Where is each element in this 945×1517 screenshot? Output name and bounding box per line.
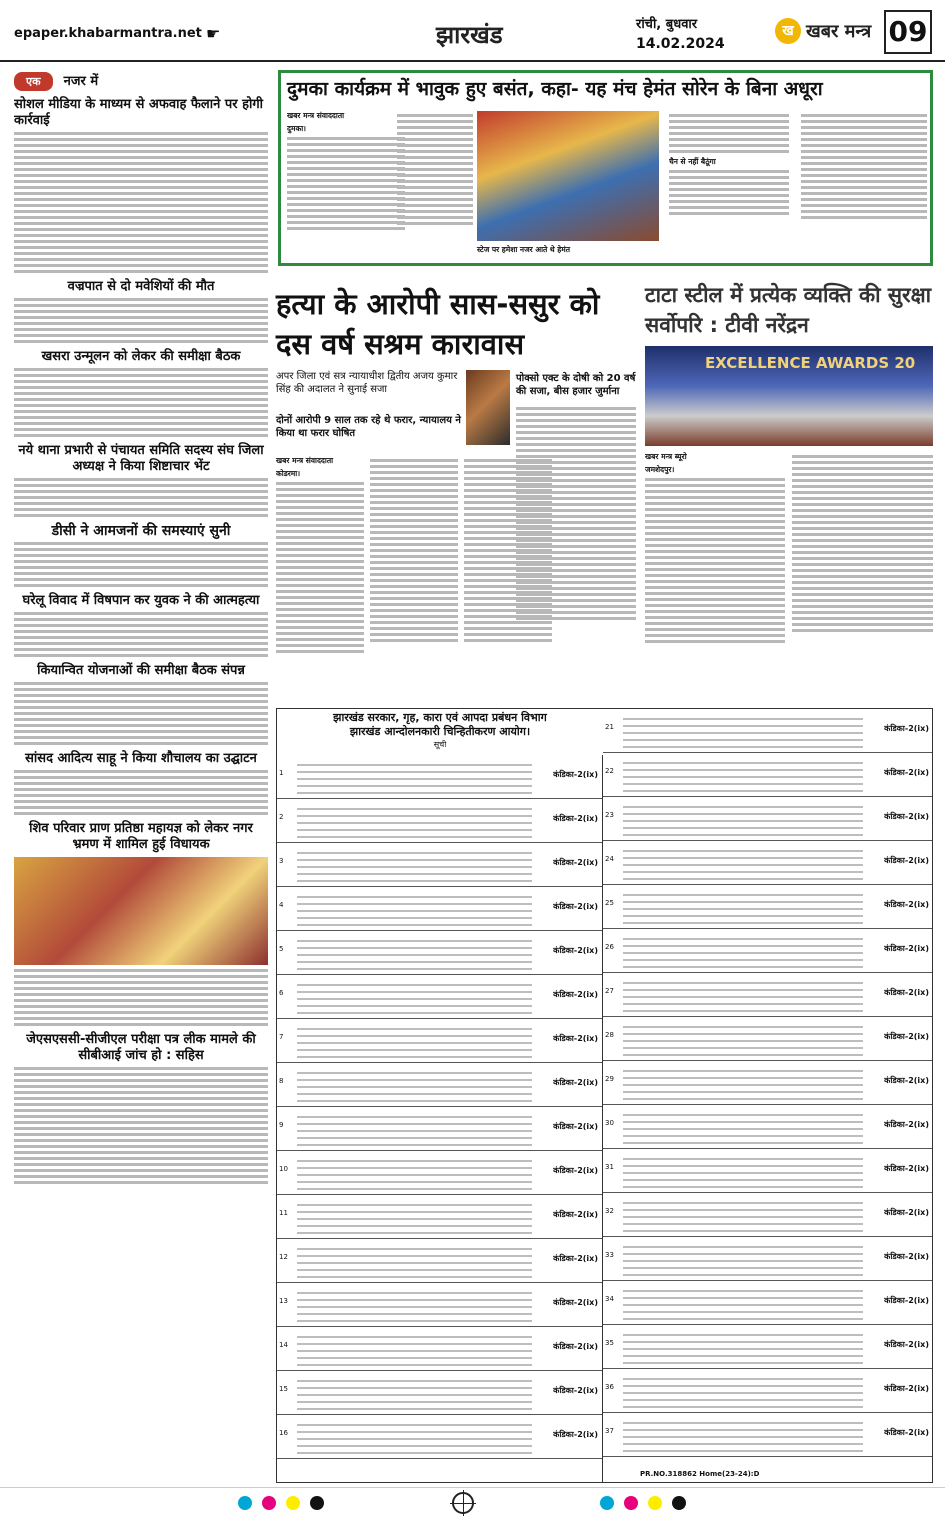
table-row: 36 कंडिका-2(ix): [603, 1369, 933, 1413]
main-story-subhead: अपर जिला एवं सत्र न्यायाधीश द्वितीय अजय कुमार सिंह की अदालत ने सुनाई सजा: [276, 371, 458, 395]
photo-caption: स्टेज पर हमेशा नजर आते थे हेमंत: [477, 245, 571, 254]
section-tag: एक: [14, 72, 53, 91]
cyan-dot-icon: [238, 1496, 252, 1510]
table-row: 37 कंडिका-2(ix): [603, 1413, 933, 1457]
subhead: चैन से नहीं बैठूंगा: [669, 157, 716, 166]
table-row: 13 कंडिका-2(ix): [277, 1283, 602, 1327]
section-title: झारखंड: [436, 21, 503, 49]
table-row: 1 कंडिका-2(ix): [277, 755, 602, 799]
section-heading: नजर में: [63, 74, 99, 89]
pr-number: PR.NO.318862 Home(23-24):D: [640, 1470, 760, 1478]
left-story-body: [14, 542, 268, 587]
table-row: 22 कंडिका-2(ix): [603, 753, 933, 797]
left-story-headline[interactable]: शिव परिवार प्राण प्रतिष्ठा महायज्ञ को लेकर नगर भ्रमण में शामिल हुई विधायक: [29, 821, 253, 852]
table-row: 33 कंडिका-2(ix): [603, 1237, 933, 1281]
tata-col-1: [645, 452, 785, 702]
left-story-body: [14, 1067, 268, 1184]
tata-headline[interactable]: टाटा स्टील में प्रत्येक व्यक्ति की सुरक्षा सर्वोपरि : टीवी नरेंद्रन: [645, 283, 932, 337]
top-story-box: [278, 70, 933, 266]
table-row: 14 कंडिका-2(ix): [277, 1327, 602, 1371]
left-story-headline[interactable]: नये थाना प्रभारी से पंचायत समिति सदस्य संघ जिला अध्यक्ष ने किया शिष्टाचार भेंट: [18, 443, 264, 474]
left-story-body: [14, 298, 268, 343]
table-row: 21 कंडिका-2(ix): [603, 709, 933, 753]
table-row: 25 कंडिका-2(ix): [603, 885, 933, 929]
left-story-headline[interactable]: कियान्वित योजनाओं की समीक्षा बैठक संपन्न: [37, 663, 245, 678]
left-story-headline[interactable]: सांसद आदित्य साहू ने किया शौचालय का उद्घाटन: [25, 751, 257, 766]
table-row: 11 कंडिका-2(ix): [277, 1195, 602, 1239]
table-row: 5 कंडिका-2(ix): [277, 931, 602, 975]
top-story-col-2: [397, 111, 473, 261]
main-story-subhead-2: दोनों आरोपी 9 साल तक रहे थे फरार, न्यायालय ने किया था फरार घोषित: [276, 415, 461, 439]
yellow-dot-icon: [286, 1496, 300, 1510]
gavel-photo: [466, 370, 510, 445]
pocso-story-body: [516, 404, 636, 702]
section-label: [14, 70, 268, 91]
left-story-body: [14, 478, 268, 517]
table-row: 8 कंडिका-2(ix): [277, 1063, 602, 1107]
table-row: 31 कंडिका-2(ix): [603, 1149, 933, 1193]
byline: खबर मन्त्र संवाददाता: [276, 456, 334, 465]
table-row: 3 कंडिका-2(ix): [277, 843, 602, 887]
main-story-col-1: [276, 456, 364, 702]
byline: खबर मन्त्र ब्यूरो: [645, 452, 687, 461]
left-column: [14, 70, 268, 1470]
black-dot-icon: [672, 1496, 686, 1510]
magenta-dot-icon: [262, 1496, 276, 1510]
table-row: 30 कंडिका-2(ix): [603, 1105, 933, 1149]
table-row: 15 कंडिका-2(ix): [277, 1371, 602, 1415]
notice-table-left: [277, 755, 603, 1482]
top-story-col-3: [669, 111, 789, 261]
table-row: 28 कंडिका-2(ix): [603, 1017, 933, 1061]
award-backdrop-text: EXCELLENCE AWARDS 20: [705, 354, 916, 372]
city-day: रांची, बुधवार: [636, 17, 698, 32]
top-story-col-4: [801, 111, 927, 261]
issue-date: 14.02.2024: [636, 36, 725, 52]
brand-name: खबर मन्त्र: [806, 21, 872, 42]
left-story-body: [14, 969, 268, 1026]
black-dot-icon: [310, 1496, 324, 1510]
tata-col-2: [792, 452, 933, 702]
table-row: 24 कंडिका-2(ix): [603, 841, 933, 885]
hand-cursor-icon: ☛: [206, 24, 221, 43]
notice-title: झारखंड सरकार, गृह, कारा एवं आपदा प्रबंधन विभाग: [333, 711, 547, 724]
byline: खबर मन्त्र संवाददाता: [287, 111, 345, 120]
print-registration-strip: [0, 1487, 945, 1517]
pocso-headline[interactable]: पोक्सो एक्ट के दोषी को 20 वर्ष की सजा, बीस हजार जुर्माना: [516, 373, 636, 397]
table-row: 32 कंडिका-2(ix): [603, 1193, 933, 1237]
notice-list-label: सूची: [433, 740, 447, 749]
site-url[interactable]: epaper.khabarmantra.net: [14, 26, 202, 41]
brand-logo-icon: ख: [775, 18, 801, 44]
left-story-headline[interactable]: सोशल मीडिया के माध्यम से अफवाह फैलाने पर होगी कार्रवाई: [14, 97, 264, 128]
notice-subtitle: झारखंड आन्दोलनकारी चिन्हितीकरण आयोग।: [349, 725, 531, 738]
table-row: 34 कंडिका-2(ix): [603, 1281, 933, 1325]
yellow-dot-icon: [648, 1496, 662, 1510]
table-row: 35 कंडिका-2(ix): [603, 1325, 933, 1369]
notice-header: [277, 711, 603, 750]
government-notice: [276, 708, 933, 1483]
magenta-dot-icon: [624, 1496, 638, 1510]
left-story-headline[interactable]: वज्रपात से दो मवेशियों की मौत: [67, 279, 215, 294]
event-crowd-photo: [477, 111, 659, 241]
left-story-body: [14, 682, 268, 745]
left-story-body: [14, 368, 268, 437]
table-row: 27 कंडिका-2(ix): [603, 973, 933, 1017]
table-row: 7 कंडिका-2(ix): [277, 1019, 602, 1063]
table-row: 16 कंडिका-2(ix): [277, 1415, 602, 1459]
left-story-headline[interactable]: डीसी ने आमजनों की समस्याएं सुनी: [51, 523, 231, 539]
top-story-col-1: [287, 111, 405, 261]
table-row: 9 कंडिका-2(ix): [277, 1107, 602, 1151]
registration-mark-icon: [452, 1492, 474, 1514]
top-story-headline[interactable]: दुमका कार्यक्रम में भावुक हुए बसंत, कहा- यह मंच हेमंत सोरेन के बिना अधूरा: [287, 78, 823, 100]
main-story-headline[interactable]: हत्या के आरोपी सास-ससुर को दस वर्ष सश्रम कारावास: [276, 287, 600, 361]
table-row: 6 कंडिका-2(ix): [277, 975, 602, 1019]
cyan-dot-icon: [600, 1496, 614, 1510]
table-row: 10 कंडिका-2(ix): [277, 1151, 602, 1195]
left-story-headline[interactable]: जेएसएससी-सीजीएल परीक्षा पत्र लीक मामले की सीबीआई जांच हो : सहिस: [26, 1032, 256, 1063]
dateline: कोडरमा।: [276, 469, 301, 478]
left-story-headline[interactable]: घरेलू विवाद में विषपान कर युवक ने की आत्महत्या: [22, 593, 260, 608]
left-story-headline[interactable]: खसरा उन्मूलन को लेकर की समीक्षा बैठक: [41, 349, 241, 364]
table-row: 23 कंडिका-2(ix): [603, 797, 933, 841]
left-story-body: [14, 132, 268, 273]
main-story-col-2: [370, 456, 458, 702]
table-row: 2 कंडिका-2(ix): [277, 799, 602, 843]
dateline: दुमका।: [287, 124, 307, 133]
dateline: जमशेदपुर।: [645, 465, 675, 474]
table-row: 26 कंडिका-2(ix): [603, 929, 933, 973]
award-ceremony-photo: [645, 346, 933, 446]
notice-table-right: [603, 709, 933, 1482]
left-story-body: [14, 612, 268, 657]
table-row: 4 कंडिका-2(ix): [277, 887, 602, 931]
page-number: 09: [884, 10, 932, 54]
masthead: [0, 0, 945, 62]
table-row: 12 कंडिका-2(ix): [277, 1239, 602, 1283]
table-row: 29 कंडिका-2(ix): [603, 1061, 933, 1105]
yagya-procession-photo: [14, 857, 268, 965]
left-story-body: [14, 770, 268, 815]
